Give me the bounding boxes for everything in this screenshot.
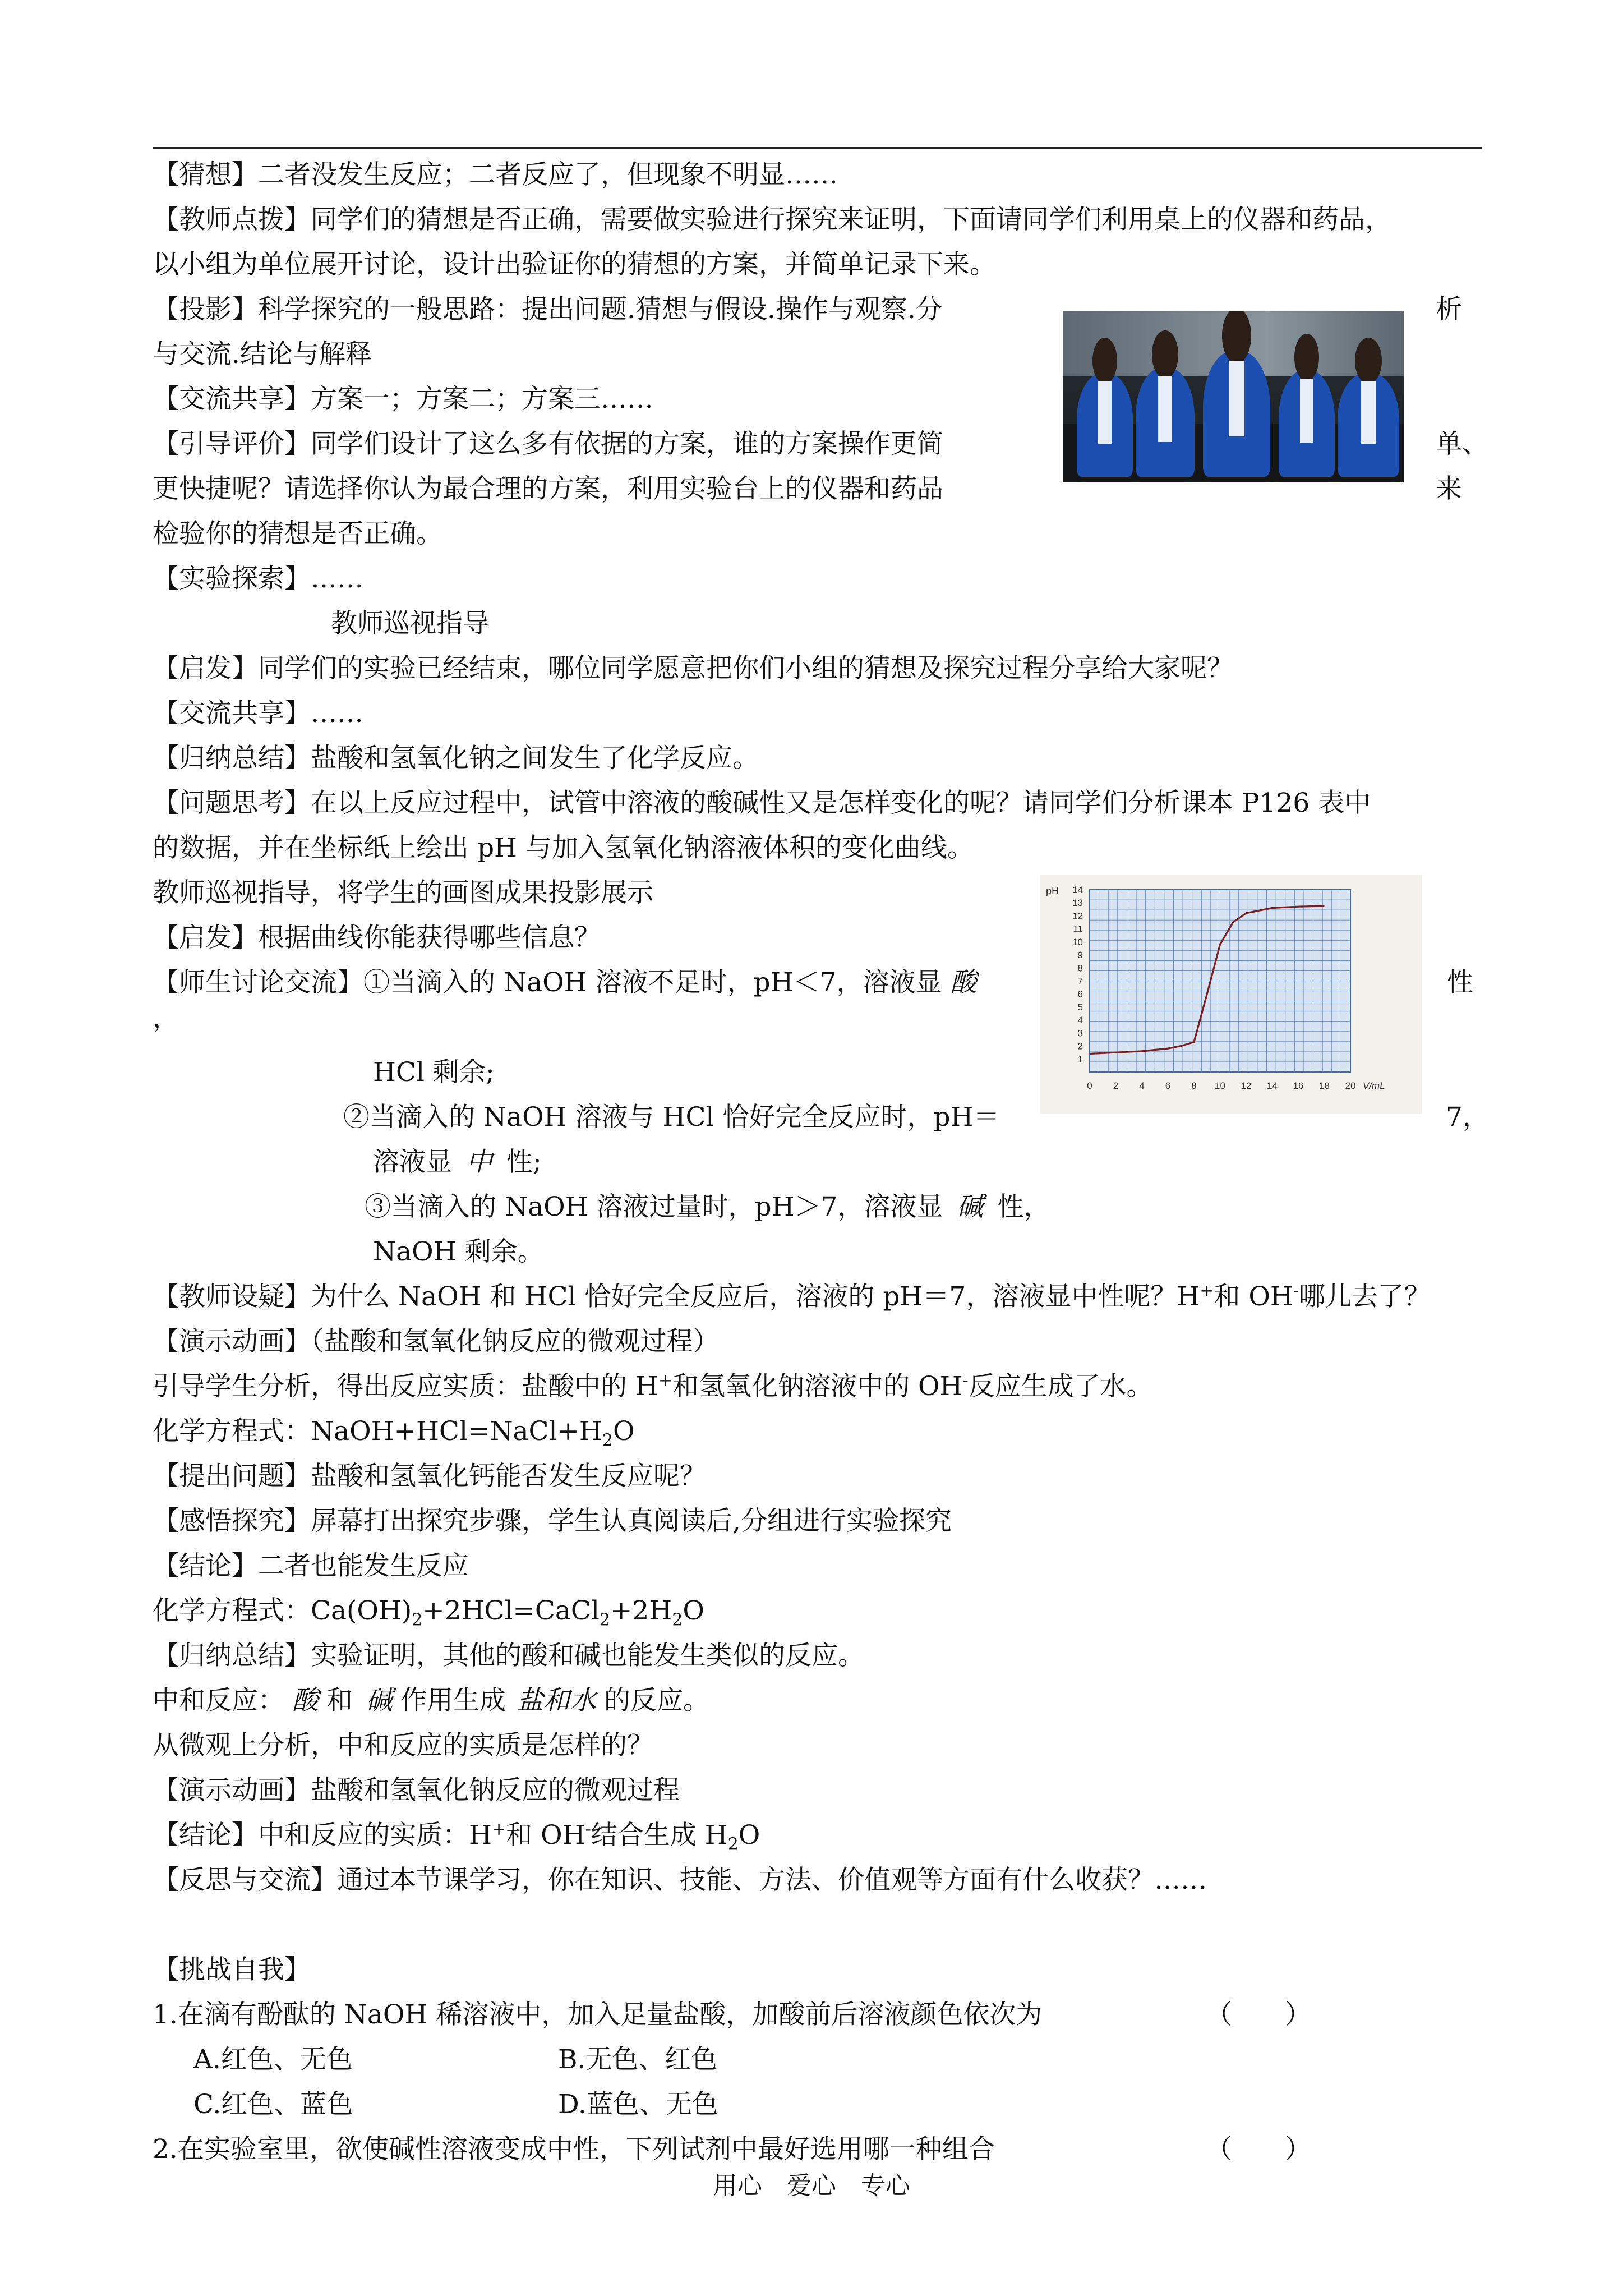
animation-line-2: 【演示动画】盐酸和氢氧化钠反应的微观过程 <box>153 1775 680 1806</box>
y-tick-label: 3 <box>1077 1028 1083 1039</box>
equation-text: 化学方程式：Ca(OH) <box>153 1595 412 1626</box>
equation-line-1 <box>153 1415 635 1451</box>
photo-student <box>1279 370 1335 477</box>
photo-student <box>1136 367 1195 477</box>
answer-salt-water: 盐和水 <box>517 1685 596 1716</box>
guess-line: 【猜想】二者没发生反应；二者反应了，但现象不明显…… <box>153 159 838 190</box>
challenge-heading: 【挑战自我】 <box>153 1954 311 1985</box>
y-tick-label: 9 <box>1077 950 1083 961</box>
question-1: 1.在滴有酚酞的 NaOH 稀溶液中，加入足量盐酸，加酸前后溶液颜色依次为 <box>153 1999 1043 2030</box>
y-tick-label: 6 <box>1077 988 1083 1000</box>
teacher-guide-line: 教师巡视指导 <box>331 608 489 639</box>
x-tick-label: 12 <box>1241 1080 1252 1091</box>
subscript: 2 <box>672 1610 683 1630</box>
teacher-hint-line-2: 以小组为单位展开讨论，设计出验证你的猜想的方案，并简单记录下来。 <box>153 249 996 280</box>
h-plus-sup: + <box>492 1819 506 1839</box>
conclusion-text-3: 结合生成 H <box>591 1820 728 1851</box>
teacher-show-line: 教师巡视指导，将学生的画图成果投影展示 <box>153 877 653 908</box>
discussion-text: 【师生讨论交流】①当滴入的 NaOH 溶液不足时，pH＜7，溶液显 <box>153 967 942 998</box>
conclusion-text-4: O <box>738 1820 760 1851</box>
oh-minus-sup: - <box>1293 1281 1299 1301</box>
photo-student <box>1077 373 1133 477</box>
discussion-line-1-end: 性 <box>1447 967 1473 998</box>
oh-minus-sup: - <box>962 1370 969 1391</box>
answer-base: 碱 <box>957 1191 984 1222</box>
oh-minus-sup: - <box>585 1819 591 1839</box>
evaluation-line-2-end: 来 <box>1436 473 1462 504</box>
summary-line-2: 【归纳总结】实验证明，其他的酸和碱也能发生类似的反应。 <box>153 1640 864 1671</box>
subscript: 2 <box>602 1430 614 1451</box>
y-tick-label: 14 <box>1072 885 1083 895</box>
h-plus-sup: + <box>658 1370 673 1391</box>
y-tick-label: 8 <box>1077 963 1083 974</box>
discussion-line-2-end: 7， <box>1446 1102 1489 1133</box>
y-tick-label: 2 <box>1077 1041 1083 1052</box>
answer-neutral: 中 <box>465 1147 492 1177</box>
answer-base-def: 碱 <box>366 1685 393 1716</box>
teacher-hint-line: 【教师点拨】同学们的猜想是否正确，需要做实验进行探究来证明，下面请同学们利用桌上的仪器和药品， <box>153 204 1391 235</box>
essence-line <box>153 1370 1153 1404</box>
subscript: 2 <box>412 1610 423 1630</box>
y-tick-label: 12 <box>1072 910 1083 922</box>
share-line: 【交流共享】方案一；方案二；方案三…… <box>153 384 653 415</box>
q1-option-d: D.蓝色、无色 <box>558 2089 718 2120</box>
neutral-text: 溶液显 <box>373 1147 452 1177</box>
x-tick-label: 10 <box>1215 1080 1225 1091</box>
evaluation-line: 【引导评价】同学们设计了这么多有依据的方案，谁的方案操作更简 <box>153 429 943 459</box>
summary-line: 【归纳总结】盐酸和氢氧化钠之间发生了化学反应。 <box>153 743 759 774</box>
answer-acid-def: 酸 <box>292 1685 319 1716</box>
conclusion-line: 【结论】二者也能发生反应 <box>153 1550 469 1581</box>
y-tick-label: 13 <box>1072 898 1083 909</box>
q1-option-b: B.无色、红色 <box>558 2044 718 2075</box>
neutral-line <box>373 1145 542 1179</box>
projection-line: 【投影】科学探究的一般思路：提出问题.猜想与假设.操作与观察.分 <box>153 294 942 325</box>
ph-curve-chart <box>1040 875 1422 1114</box>
question-2-paren: （ ） <box>1206 2134 1311 2165</box>
subscript: 2 <box>599 1610 610 1630</box>
evaluation-line-2: 更快捷呢？请选择你认为最合理的方案，利用实验台上的仪器和药品 <box>153 473 943 504</box>
q1-option-c: C.红色、蓝色 <box>193 2089 353 2120</box>
essence-text: 引导学生分析，得出反应实质：盐酸中的 H <box>153 1371 658 1402</box>
question-line: 【问题思考】在以上反应过程中，试管中溶液的酸碱性又是怎样变化的呢？请同学们分析课本 P126 表中 <box>153 788 1371 818</box>
equation-text-2: +2HCl=CaCl <box>422 1595 600 1626</box>
equation-text: 化学方程式：NaOH+HCl=NaCl+H <box>153 1416 602 1447</box>
doubt-text-2: 和 OH <box>1214 1281 1293 1312</box>
students-experiment-photo <box>1063 311 1404 482</box>
photo-student <box>1203 351 1270 477</box>
def-text: 中和反应： <box>153 1685 284 1716</box>
reflection-line: 【反思与交流】通过本节课学习，你在知识、技能、方法、价值观等方面有什么收获？…… <box>153 1865 1207 1895</box>
q1-option-a: A.红色、无色 <box>193 2044 353 2075</box>
discussion-line-2: ②当滴入的 NaOH 溶液与 HCl 恰好完全反应时，pH＝ <box>343 1102 1000 1133</box>
projection-line-2: 与交流.结论与解释 <box>153 339 372 370</box>
x-tick-label: 18 <box>1319 1080 1330 1091</box>
x-tick-label: 16 <box>1293 1080 1304 1091</box>
hcl-remain-line: HCl 剩余; <box>373 1057 495 1088</box>
comma-line: ， <box>153 1003 179 1034</box>
question-1-paren: （ ） <box>1206 1999 1311 2030</box>
y-tick-label: 1 <box>1077 1053 1083 1065</box>
teacher-doubt-line <box>153 1280 1431 1314</box>
answer-acid: 酸 <box>950 967 977 998</box>
projection-line-end: 析 <box>1436 294 1462 325</box>
discussion-line-1 <box>153 966 976 1000</box>
conclusion-text: 【结论】中和反应的实质：H <box>153 1820 492 1851</box>
base-text: ③当滴入的 NaOH 溶液过量时，pH＞7，溶液显 <box>365 1191 943 1222</box>
raise-question-line: 【提出问题】盐酸和氢氧化钙能否发生反应呢？ <box>153 1461 706 1492</box>
doubt-text: 【教师设疑】为什么 NaOH 和 HCl 恰好完全反应后，溶液的 pH＝7，溶液显中性呢？H <box>153 1281 1200 1312</box>
micro-question-line: 从微观上分析，中和反应的实质是怎样的？ <box>153 1730 653 1761</box>
evaluation-line-end: 单、 <box>1436 429 1488 459</box>
x-tick-label: 4 <box>1139 1080 1145 1091</box>
evaluation-line-3: 检验你的猜想是否正确。 <box>153 518 442 549</box>
y-tick-label: 11 <box>1073 923 1083 935</box>
subscript: 2 <box>727 1834 739 1855</box>
x-tick-label: 6 <box>1165 1080 1171 1091</box>
x-tick-label: 2 <box>1113 1080 1119 1091</box>
x-tick-label: 8 <box>1191 1080 1197 1091</box>
photo-student <box>1338 373 1399 477</box>
x-tick-label: 0 <box>1087 1080 1092 1091</box>
doubt-text-3: 哪儿去了？ <box>1299 1281 1431 1312</box>
essence-text-2: 和氢氧化钠溶液中的 OH <box>672 1371 963 1402</box>
equation-line-2 <box>153 1594 704 1628</box>
page-footer: 用心 爱心 专心 <box>713 2171 910 2200</box>
conclusion-text-2: 和 OH <box>506 1820 585 1851</box>
h-plus-sup: + <box>1200 1281 1214 1301</box>
neutral-text-end: 性; <box>506 1147 542 1177</box>
equation-text-end: O <box>613 1416 635 1447</box>
x-tick-label: 20 <box>1345 1080 1356 1091</box>
inspire-line: 【启发】同学们的实验已经结束，哪位同学愿意把你们小组的猜想及探究过程分享给大家呢？ <box>153 653 1233 684</box>
naoh-remain-line: NaOH 剩余。 <box>373 1236 544 1267</box>
question-2: 2.在实验室里，欲使碱性溶液变成中性，下列试剂中最好选用哪一种组合 <box>153 2134 995 2165</box>
x-axis-label: V/mL <box>1363 1080 1385 1091</box>
y-axis-label: pH <box>1046 885 1059 896</box>
inspire-line-2: 【启发】根据曲线你能获得哪些信息？ <box>153 922 601 953</box>
experiment-line: 【实验探索】…… <box>153 563 363 594</box>
def-text-4: 的反应。 <box>604 1685 709 1716</box>
question-line-2: 的数据，并在坐标纸上绘出 pH 与加入氢氧化钠溶液体积的变化曲线。 <box>153 832 974 863</box>
essence-text-3: 反应生成了水。 <box>968 1371 1153 1402</box>
equation-text-4: O <box>683 1595 704 1626</box>
def-text-2: 和 <box>326 1685 353 1716</box>
header-rule <box>153 147 1482 149</box>
discussion-line-3 <box>365 1190 1050 1224</box>
share-line-2: 【交流共享】…… <box>153 698 363 729</box>
def-text-3: 作用生成 <box>400 1685 506 1716</box>
neutralization-def-line <box>153 1684 709 1718</box>
y-tick-label: 4 <box>1077 1015 1083 1026</box>
ph-curve-svg <box>1040 875 1422 1114</box>
animation-line: 【演示动画】（盐酸和氢氧化钠反应的微观过程） <box>153 1326 720 1357</box>
explore-line: 【感悟探究】屏幕打出探究步骤，学生认真阅读后,分组进行实验探究 <box>153 1506 952 1536</box>
base-text-end: 性， <box>997 1191 1050 1222</box>
x-tick-label: 14 <box>1267 1080 1278 1091</box>
y-tick-label: 5 <box>1077 1001 1083 1013</box>
equation-text-3: +2H <box>610 1595 672 1626</box>
y-tick-label: 10 <box>1072 936 1083 947</box>
conclusion-line-2 <box>153 1819 760 1855</box>
y-tick-label: 7 <box>1077 976 1083 987</box>
